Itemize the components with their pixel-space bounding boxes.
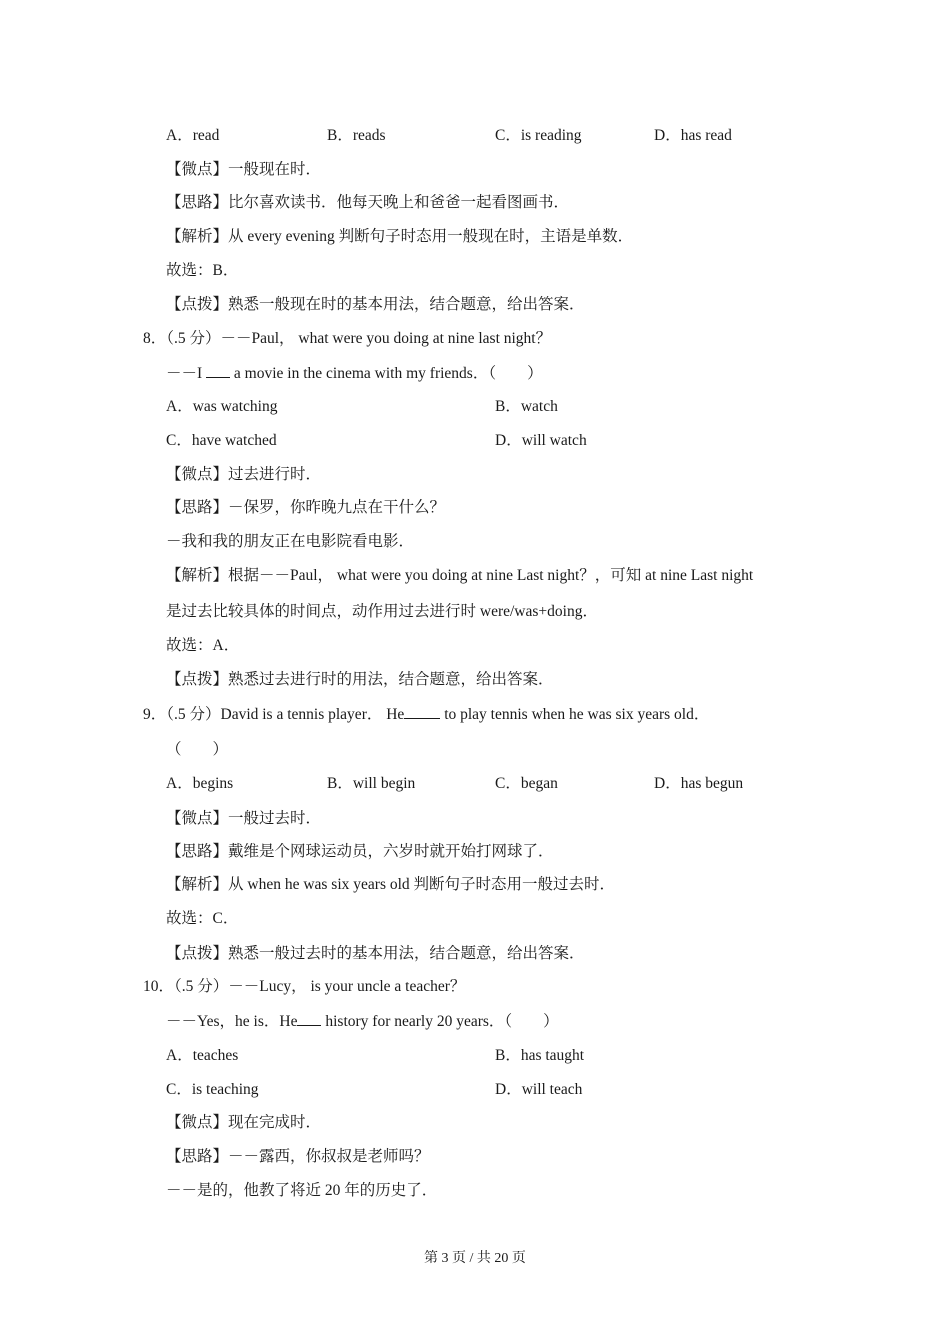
q7-option-c: C．is reading — [495, 127, 582, 144]
q9-stem — [143, 704, 709, 725]
q7-weidian: 【微点】一般现在时． — [166, 161, 322, 178]
q10-option-b: B．has taught — [495, 1047, 585, 1064]
q9-jiexi: 【解析】从 when he was six years old 判断句子时态用一般过去时． — [166, 876, 616, 893]
q10-stem: 10．（.5 分）－－Lucy， is your uncle a teacher？ — [143, 978, 466, 995]
q10-line2-post: history for nearly 20 years．（ ） — [325, 1013, 559, 1030]
q10-option-c: C．is teaching — [166, 1081, 259, 1098]
q10-line2-pre: －－Yes，he is．He — [166, 1013, 298, 1030]
q10-option-a: A．teaches — [166, 1047, 239, 1064]
q10-option-d: D．will teach — [495, 1081, 583, 1098]
q7-dianbo: 【点拨】熟悉一般现在时的基本用法，结合题意，给出答案． — [166, 296, 585, 313]
q8-answer-blank — [206, 363, 230, 378]
q9-stem-post: to play tennis when he was six years old． — [444, 706, 710, 723]
q8-option-a: A．was watching — [166, 398, 278, 415]
q9-option-c: C．began — [495, 775, 558, 792]
q8-line2 — [166, 363, 543, 384]
q10-silu-2: －－是的，他教了将近 20 年的历史了． — [166, 1182, 438, 1199]
q9-option-b: B．will begin — [327, 775, 416, 792]
q8-option-d: D．will watch — [495, 432, 587, 449]
q10-answer-blank — [297, 1011, 321, 1026]
q8-line2-post: a movie in the cinema with my friends．（ ） — [233, 365, 543, 382]
q8-jiexi-2: 是过去比较具体的时间点，动作用过去进行时 were/was+doing． — [166, 603, 598, 620]
q9-dianbo: 【点拨】熟悉一般过去时的基本用法，结合题意，给出答案． — [166, 945, 585, 962]
q9-option-a: A．begins — [166, 775, 234, 792]
q9-option-d: D．has begun — [654, 775, 744, 792]
q9-answer: 故选：C． — [166, 910, 239, 927]
q8-answer: 故选：A． — [166, 637, 240, 654]
q7-jiexi: 【解析】从 every evening 判断句子时态用一般现在时，主语是单数． — [166, 228, 634, 245]
q7-answer: 故选：B． — [166, 262, 239, 279]
q9-weidian: 【微点】一般过去时． — [166, 810, 322, 827]
q8-option-c: C．have watched — [166, 432, 277, 449]
q8-option-b: B．watch — [495, 398, 558, 415]
q10-silu: 【思路】－－露西，你叔叔是老师吗？ — [166, 1148, 430, 1165]
q8-weidian: 【微点】过去进行时． — [166, 466, 322, 483]
q10-line2 — [166, 1011, 559, 1032]
q7-option-a: A．read — [166, 127, 220, 144]
q8-silu: 【思路】－保罗，你昨晚九点在干什么？ — [166, 499, 446, 516]
q8-line2-pre: －－I — [166, 365, 203, 382]
q9-silu: 【思路】戴维是个网球运动员，六岁时就开始打网球了． — [166, 843, 554, 860]
q8-stem: 8．（.5 分）－－Paul， what were you doing at nine last night？ — [143, 330, 552, 347]
q9-stem-pre: 9．（.5 分）David is a tennis player． He — [143, 706, 405, 723]
q9-paren: （ ） — [166, 741, 229, 758]
q7-option-b: B．reads — [327, 127, 386, 144]
q7-silu: 【思路】比尔喜欢读书．他每天晚上和爸爸一起看图画书． — [166, 194, 570, 211]
q9-answer-blank — [404, 704, 440, 719]
q8-jiexi: 【解析】根据－－Paul， what were you doing at nine Last night？，可知 at nine Last night — [166, 567, 754, 584]
q10-weidian: 【微点】现在完成时． — [166, 1114, 322, 1131]
page-footer: 第 3 页 / 共 20 页 — [424, 1251, 526, 1266]
q8-dianbo: 【点拨】熟悉过去进行时的用法，结合题意，给出答案． — [166, 671, 554, 688]
q8-silu-2: －我和我的朋友正在电影院看电影． — [166, 533, 415, 550]
q7-option-d: D．has read — [654, 127, 732, 144]
